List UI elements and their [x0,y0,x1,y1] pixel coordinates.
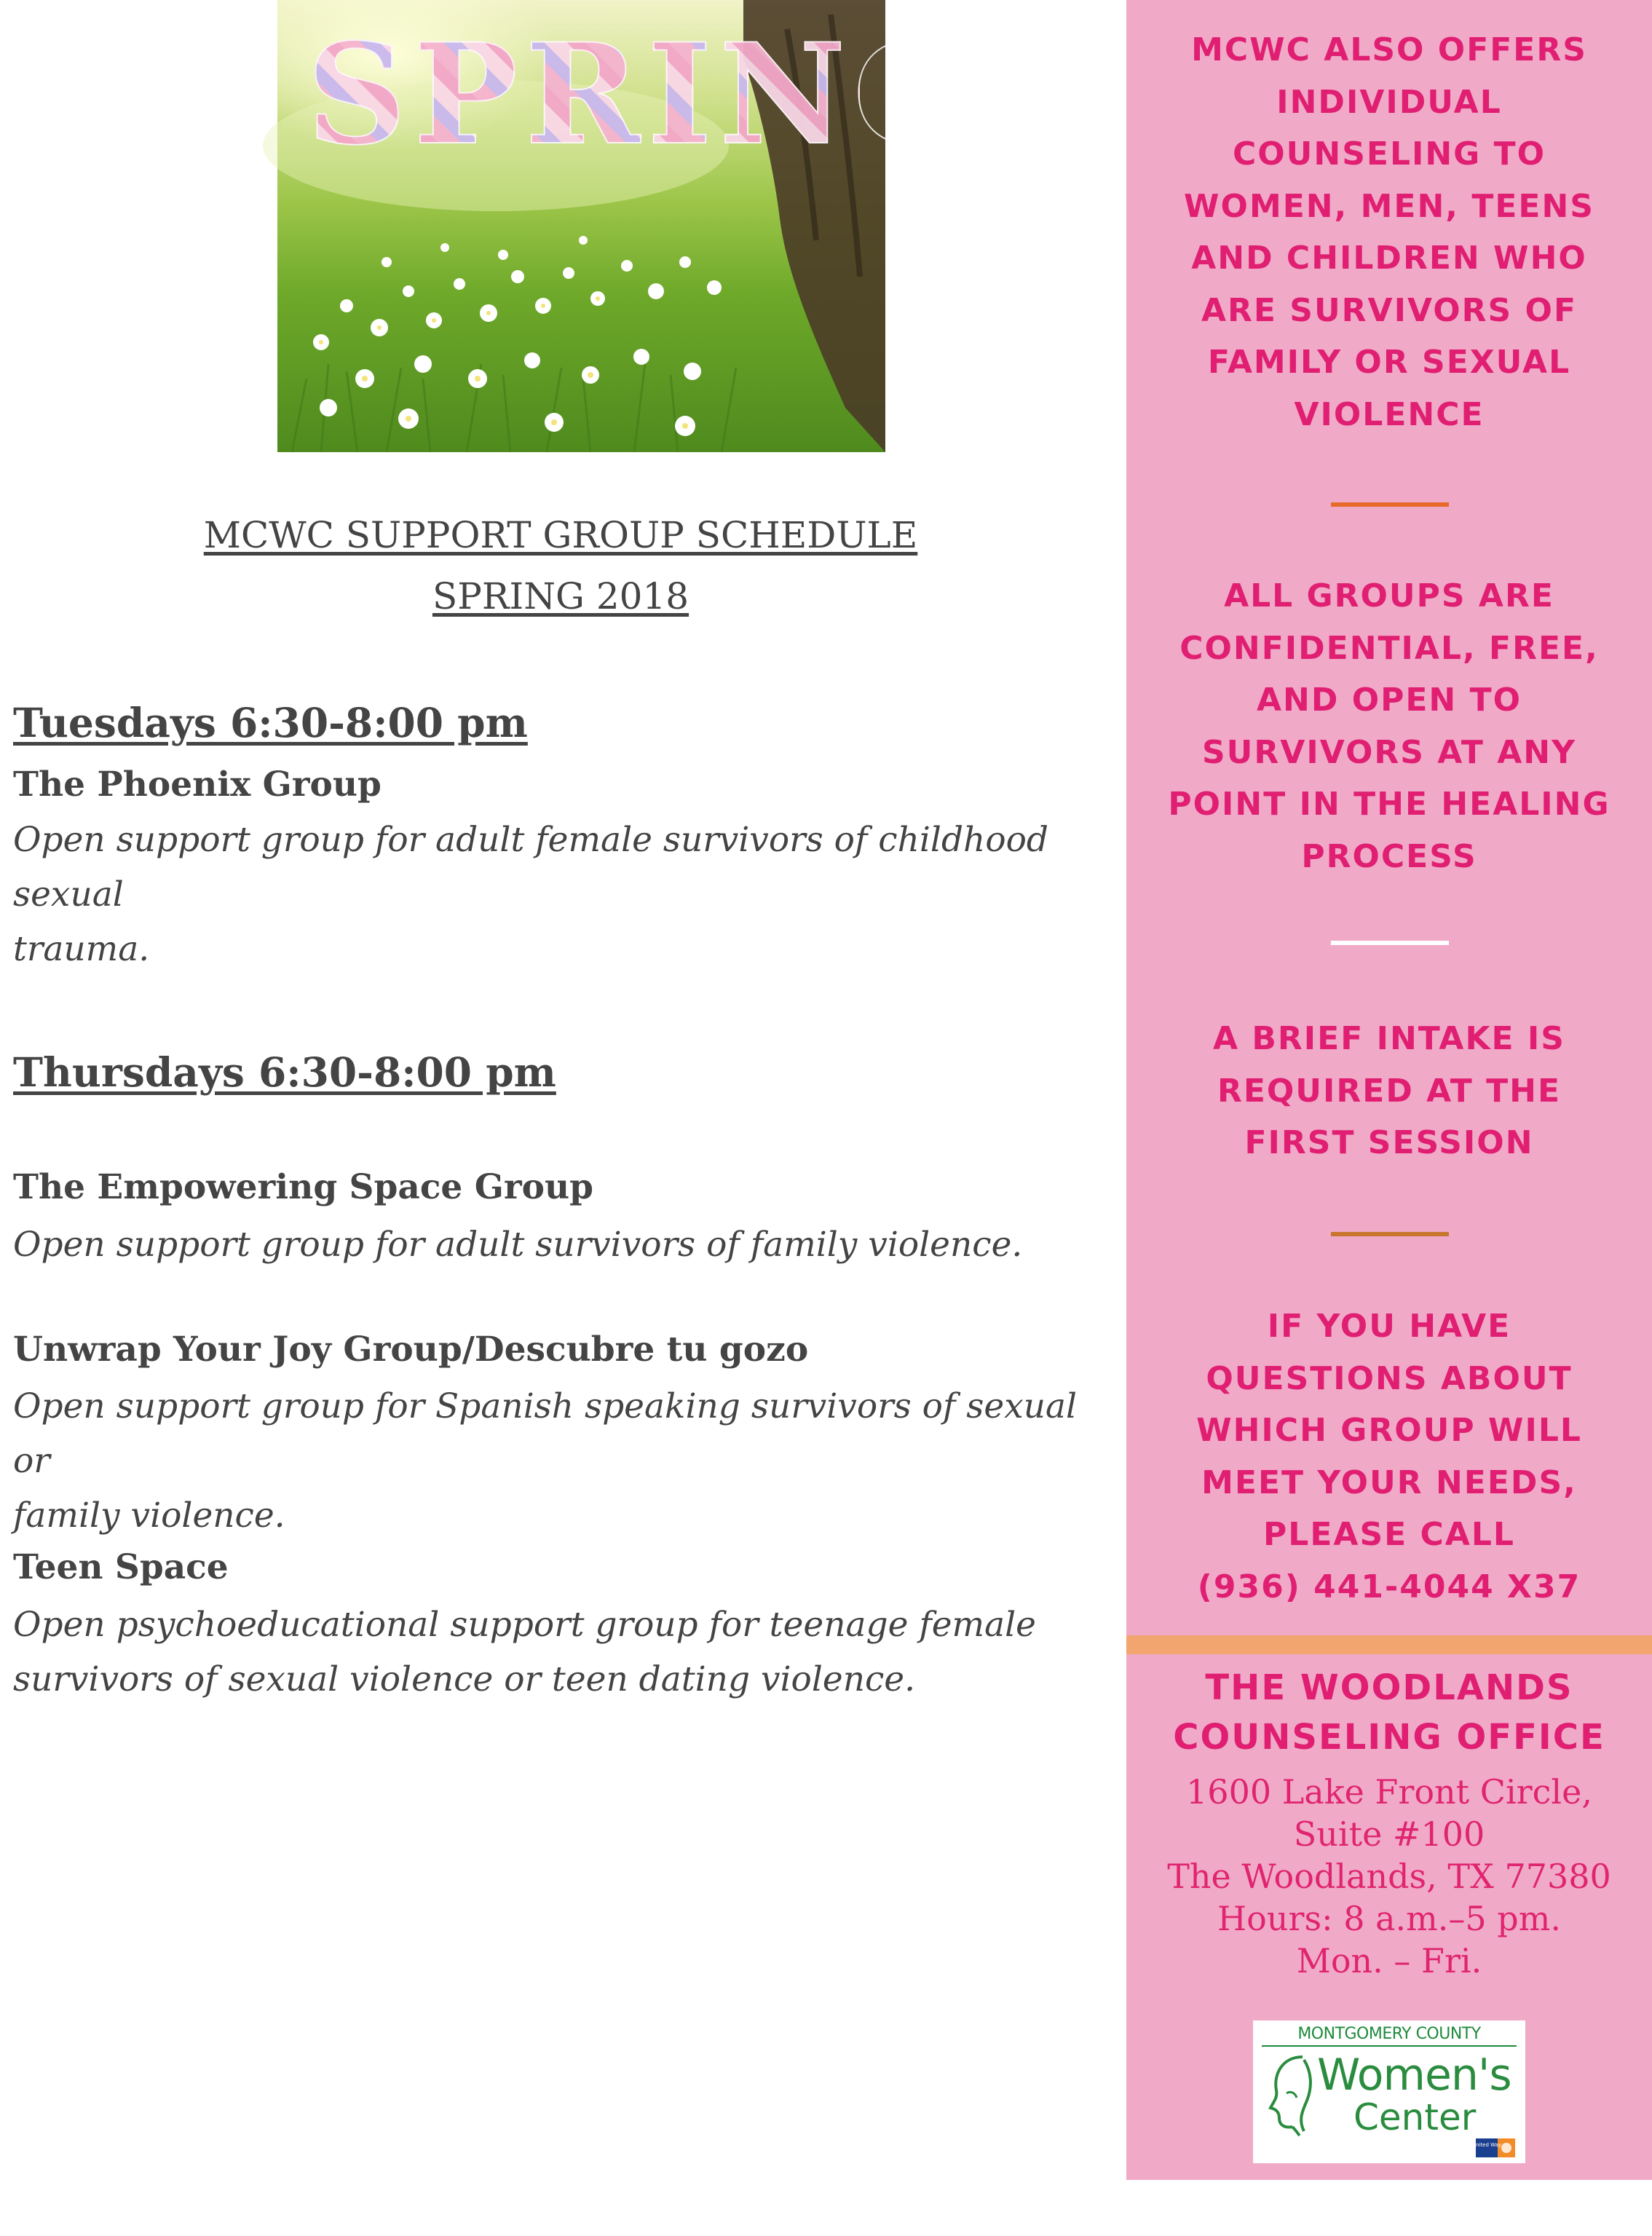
sidebar-line: FIRST SESSION [1244,1124,1534,1161]
united-way-badge-text: United Way [1471,2142,1502,2148]
sidebar-line: FAMILY OR SEXUAL [1207,344,1571,381]
questions-call-note [1126,1300,1652,1613]
divider-orange [1331,502,1449,507]
schedule-title: MCWC SUPPORT GROUP SCHEDULE [203,514,918,556]
address-line: The Woodlands, TX 77380 [1167,1857,1611,1896]
group-name-teen-space: Teen Space [13,1547,229,1587]
spring-hero-image [277,0,979,452]
address-line: 1600 Lake Front Circle, [1186,1772,1592,1812]
united-way-badge-icon [1471,2138,1515,2157]
day-heading-thursdays: Thursdays 6:30-8:00 pm [13,1048,556,1096]
office-separator-band [1126,1635,1652,1654]
sidebar-line: CONFIDENTIAL, FREE, [1179,629,1599,667]
sidebar-line: REQUIRED AT THE [1217,1072,1562,1110]
group-name-empowering-space: The Empowering Space Group [13,1167,593,1207]
info-sidebar [1126,0,1652,2180]
sidebar-line: VIOLENCE [1294,395,1485,433]
day-heading-tuesdays: Tuesdays 6:30-8:00 pm [13,699,528,746]
intake-note [1126,1013,1652,1169]
sidebar-line: SURVIVORS AT ANY [1201,733,1576,771]
sidebar-line: WHICH GROUP WILL [1196,1412,1582,1449]
group-desc-line: family violence. [13,1496,285,1536]
group-desc-phoenix [13,813,1120,976]
sidebar-line: ARE SURVIVORS OF [1201,291,1578,329]
office-title [1126,1663,1652,1762]
sidebar-line: IF YOU HAVE [1267,1308,1511,1345]
group-name-unwrap-your-joy: Unwrap Your Joy Group/Descubre tu gozo [13,1330,809,1370]
group-desc-line: Open support group for Spanish speaking survivors of sexual or [13,1386,1078,1481]
office-title-line: COUNSELING OFFICE [1173,1717,1605,1758]
logo-county-text: MONTGOMERY COUNTY [1297,2025,1481,2043]
sidebar-line: WOMEN, MEN, TEENS [1184,187,1594,225]
woman-profile-icon [1260,2050,1319,2137]
sidebar-line: AND OPEN TO [1257,682,1522,719]
address-line: Suite #100 [1293,1814,1485,1854]
sidebar-line: PROCESS [1301,837,1477,875]
office-title-line: THE WOODLANDS [1205,1667,1573,1708]
schedule-subtitle: SPRING 2018 [432,575,689,617]
group-desc-line: Open support group for adult survivors of family violence. [13,1225,1023,1265]
office-address [1126,1771,1652,1982]
office-days: Mon. – Fri. [1296,1941,1482,1980]
confidential-note [1126,570,1652,882]
sidebar-line: MEET YOUR NEEDS, [1201,1463,1577,1501]
sidebar-line: MCWC ALSO OFFERS [1191,31,1587,68]
logo-rule [1262,2045,1517,2047]
group-desc-line: Open psychoeducational support group for teenage female [13,1605,1036,1645]
phone-number: (936) 441-4044 X37 [1197,1568,1581,1605]
group-desc-line: survivors of sexual violence or teen dating violence. [13,1659,916,1699]
divider-brown [1331,1232,1449,1236]
sidebar-line: A BRIEF INTAKE IS [1213,1020,1565,1057]
group-desc-unwrap-your-joy [13,1379,1120,1543]
group-desc-teen-space [13,1597,1120,1707]
sidebar-line: QUESTIONS ABOUT [1206,1359,1573,1397]
logo-womens-text: Women's [1317,2050,1511,2101]
office-hours: Hours: 8 a.m.–5 pm. [1217,1899,1561,1938]
group-desc-line: trauma. [13,929,150,969]
sidebar-line: COUNSELING TO [1232,135,1546,173]
individual-counseling-note [1126,24,1652,441]
group-desc-line: Open support group for adult female survivors of childhood sexual [13,820,1049,914]
sidebar-line: ALL GROUPS ARE [1224,577,1554,615]
group-desc-empowering-space [13,1217,1120,1272]
womens-center-logo [1253,2020,1525,2163]
sidebar-line: PLEASE CALL [1263,1516,1515,1553]
divider-white [1331,941,1449,945]
sidebar-line: INDIVIDUAL [1276,83,1502,121]
group-name-phoenix: The Phoenix Group [13,765,382,805]
logo-center-text: Center [1353,2096,1477,2138]
spring-word-art: SPRING [307,13,979,175]
sidebar-line: AND CHILDREN WHO [1191,240,1587,277]
sidebar-line: POINT IN THE HEALING [1168,786,1610,823]
